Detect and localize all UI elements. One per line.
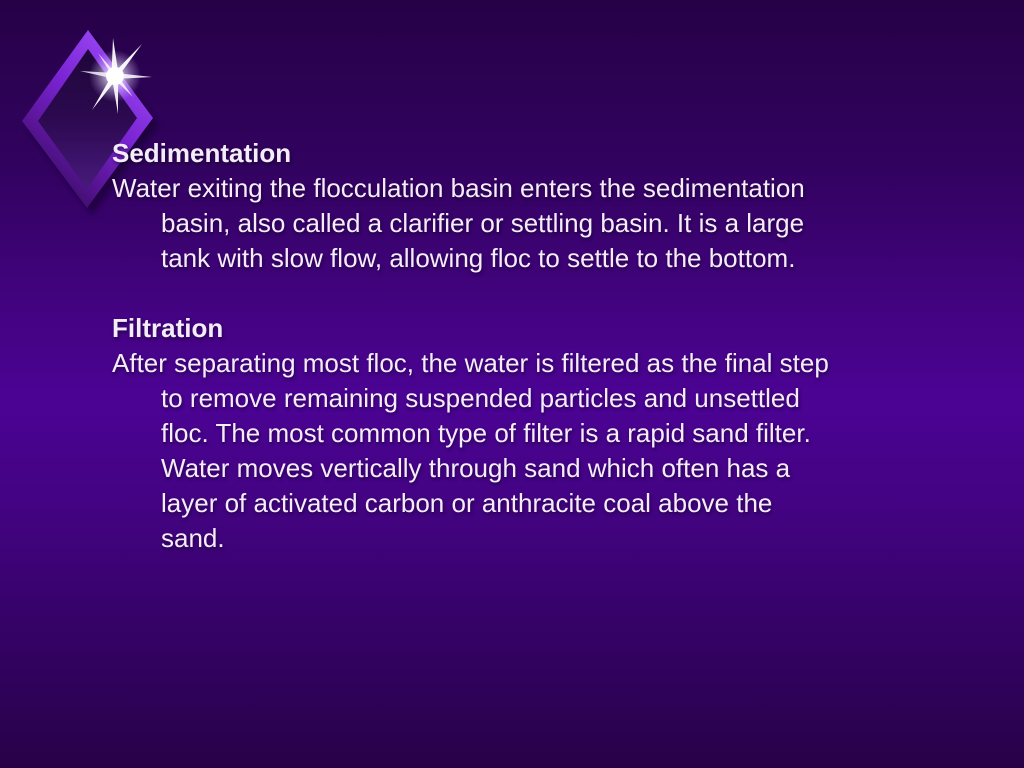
body-line: basin, also called a clarifier or settling basin. It is a large xyxy=(161,208,805,238)
body-line: Water moves vertically through sand which often has a xyxy=(161,453,791,483)
body-line: layer of activated carbon or anthracite coal above the xyxy=(161,488,773,518)
section-filtration xyxy=(112,311,932,556)
body-line: sand. xyxy=(161,523,225,553)
section-heading: Filtration xyxy=(112,313,224,343)
section-sedimentation xyxy=(112,136,932,276)
body-line: to remove remaining suspended particles and unsettled xyxy=(161,383,800,413)
section-heading: Sedimentation xyxy=(112,138,292,168)
body-line: tank with slow flow, allowing floc to settle to the bottom. xyxy=(161,243,796,273)
slide-text-block xyxy=(112,136,932,556)
body-line: After separating most floc, the water is filtered as the final step xyxy=(112,348,829,378)
body-line: Water exiting the flocculation basin enters the sedimentation xyxy=(112,173,805,203)
body-line: floc. The most common type of filter is a rapid sand filter. xyxy=(161,418,811,448)
